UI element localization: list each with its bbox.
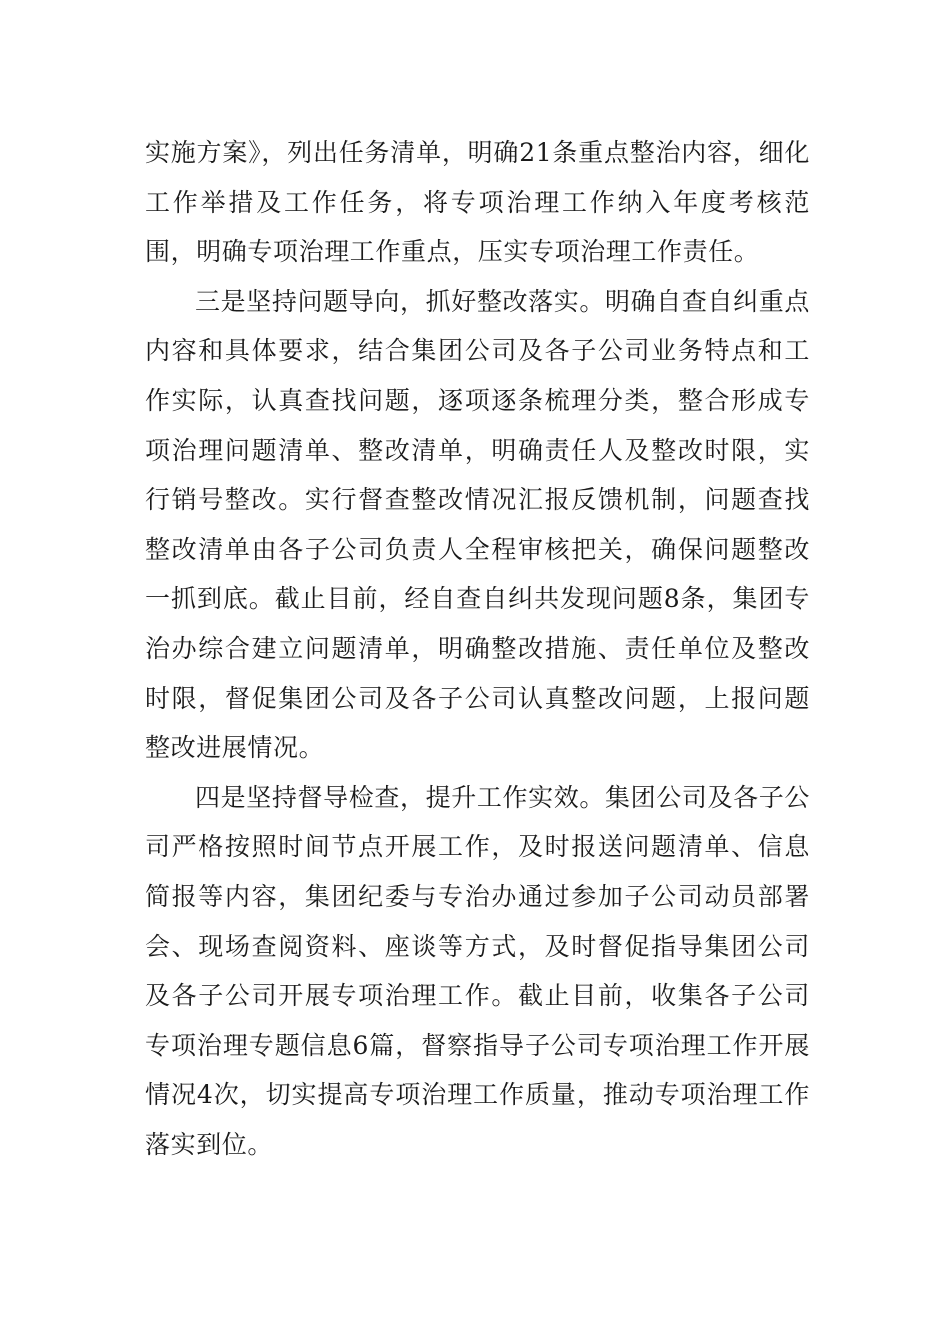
paragraph-point-four: 四是坚持督导检查，提升工作实效。集团公司及各子公司严格按照时间节点开展工作，及时报送问题清单、信息简报等内容，集团纪委与专治办通过参加子公司动员部署会、现场查阅资料、座谈等方式，及时督促指导集团公司及各子公司开展专项治理工作。截止目前，收集各子公司专项治理专题信息6篇，督察指导子公司专项治理工作开展情况4次，切实提高专项治理工作质量，推动专项治理工作落实到位。 [145,782,810,1159]
document-body [145,128,810,1169]
paragraph-point-three: 三是坚持问题导向，抓好整改落实。明确自查自纠重点内容和具体要求，结合集团公司及各子公司业务特点和工作实际，认真查找问题，逐项逐条梳理分类，整合形成专项治理问题清单、整改清单，明确责任人及整改时限，实行销号整改。实行督查整改情况汇报反馈机制，问题查找整改清单由各子公司负责人全程审核把关，确保问题整改一抓到底。截止目前，经自查自纠共发现问题8条，集团专治办综合建立问题清单，明确整改措施、责任单位及整改时限，督促集团公司及各子公司认真整改问题，上报问题整改进展情况。 [145,286,810,763]
paragraph-continuation: 实施方案》，列出任务清单，明确21条重点整治内容，细化工作举措及工作任务，将专项治理工作纳入年度考核范围，明确专项治理工作重点，压实专项治理工作责任。 [145,138,810,267]
